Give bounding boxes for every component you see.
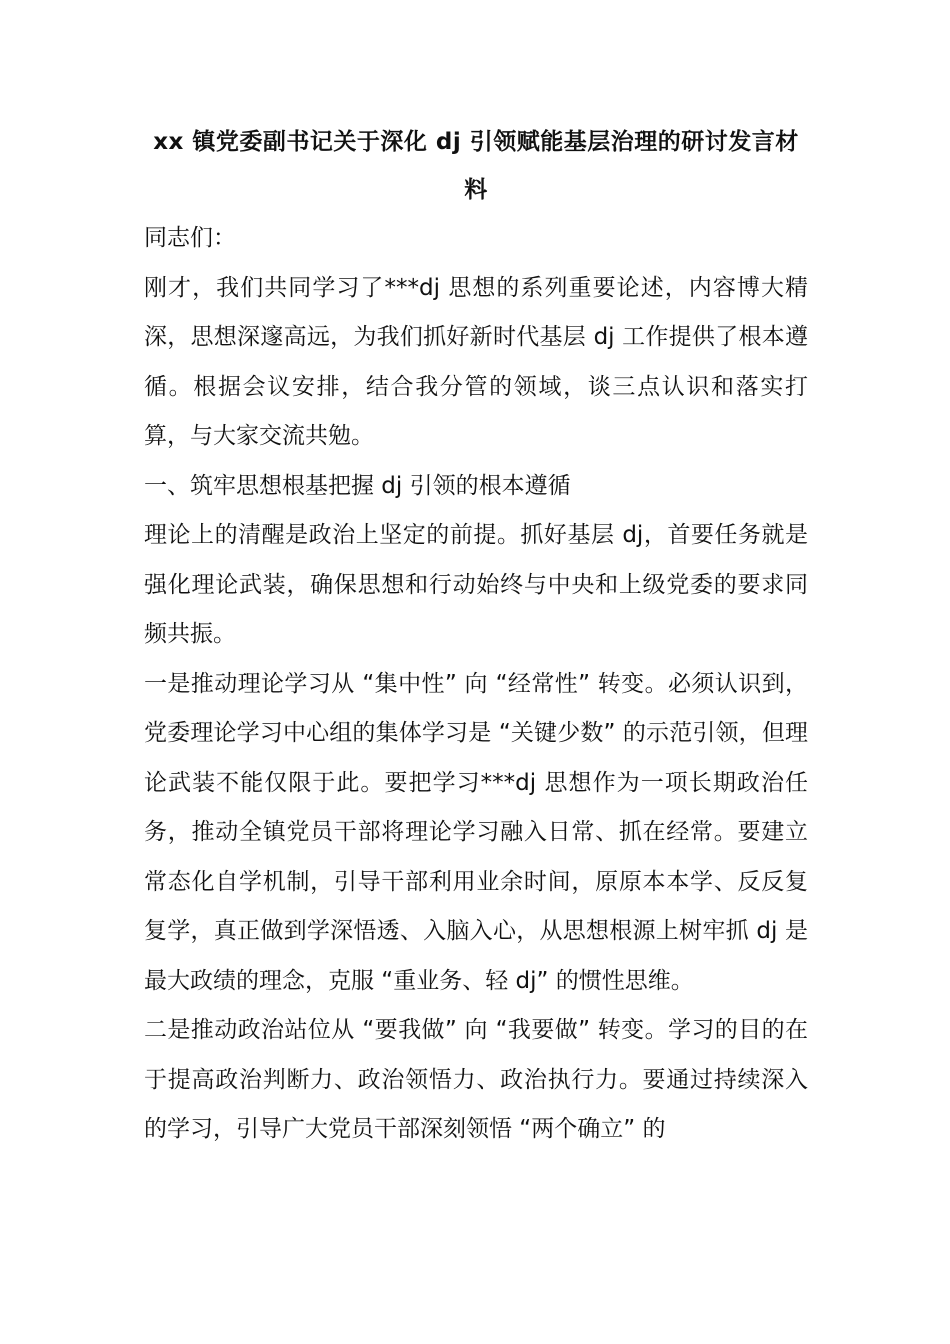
salutation: 同志们： [144,225,236,251]
section-heading-1: 一、筑牢思想根基把握 dj 引领的根本遵循 [144,472,571,499]
paragraph-point-1: 一是推动理论学习从 “集中性” 向 “经常性” 转变。必须认识到，党委理论学习中心组的集体学习是 “关键少数” 的示范引领，但理论武装不能仅限于此。要把学习***dj 思想作为一项长期政治任务，推动全镇党员干部将理论学习融入日常、抓在经常。要建立常态化自学机制，引导干部利用业余时间，原原本本学、反反复复学，真正做到学深悟透、入脑入心，从思想根源上树牢抓 dj 是最大政绩的理念，克服 “重业务、轻 dj” 的惯性思维。 [144,670,808,994]
document-title: xx 镇党委副书记关于深化 dj 引领赋能基层治理的研讨发言材料 [153,129,799,203]
paragraph-point-2: 二是推动政治站位从 “要我做” 向 “我要做” 转变。学习的目的在于提高政治判断力、政治领悟力、政治执行力。要通过持续深入的学习，引导广大党员干部深刻领悟 “两个确立” 的 [144,1017,808,1142]
document-body [144,118,808,1155]
paragraph-opening: 刚才，我们共同学习了***dj 思想的系列重要论述，内容博大精深，思想深邃高远，为我们抓好新时代基层 dj 工作提供了根本遵循。根据会议安排，结合我分管的领域，谈三点认识和落实打算，与大家交流共勉。 [144,274,808,449]
paragraph-section-1-intro: 理论上的清醒是政治上坚定的前提。抓好基层 dj，首要任务就是强化理论武装，确保思想和行动始终与中央和上级党委的要求同频共振。 [144,522,808,647]
